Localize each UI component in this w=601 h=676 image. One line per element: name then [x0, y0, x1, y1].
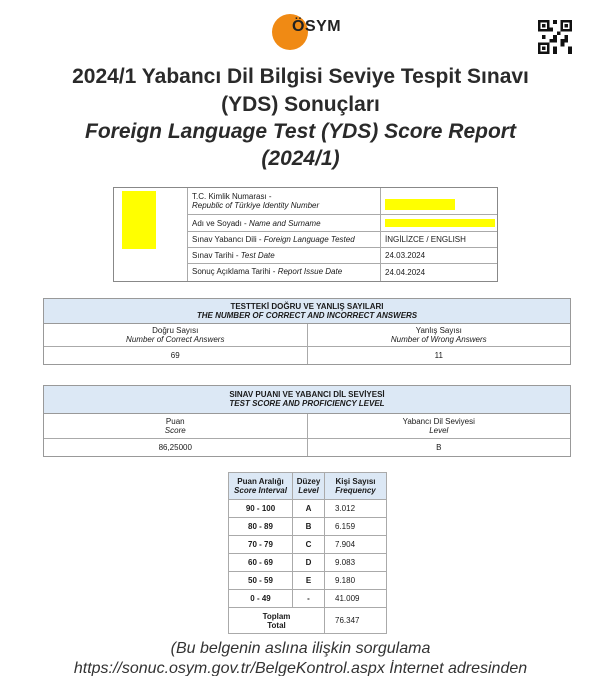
language-label: [192, 235, 380, 244]
language-value: İNGİLİZCE / ENGLISH: [380, 232, 497, 247]
candidate-row-test-date: [188, 248, 497, 264]
score-distribution-table: [228, 472, 387, 634]
correct-header-en: Number of Correct Answers: [126, 335, 225, 344]
title-en-line1: Foreign Language Test (YDS) Score Report: [85, 120, 516, 143]
dist-level-header-en: Level: [298, 486, 319, 495]
issue-date-label: [192, 267, 380, 276]
distribution-row: [229, 500, 387, 518]
score-head-en: TEST SCORE AND PROFICIENCY LEVEL: [229, 399, 385, 408]
level-cell: D: [293, 554, 325, 572]
frequency-cell: 9.083: [325, 554, 387, 572]
wrong-count: 11: [307, 347, 571, 364]
level-header: [293, 473, 325, 500]
test-date-label-en: Test Date: [240, 251, 275, 260]
id-label-tr: T.C. Kimlik Numarası -: [192, 192, 272, 201]
score-head-tr: SINAV PUANI VE YABANCI DİL SEVİYESİ: [229, 390, 385, 399]
frequency-header-tr: Kişi Sayısı: [335, 477, 376, 486]
name-label-en: Name and Surname: [248, 219, 321, 228]
issue-date-value: 24.04.2024: [380, 264, 497, 281]
candidate-row-name: [188, 215, 497, 232]
interval-header-tr: Puan Aralığı: [237, 477, 284, 486]
interval-cell: 70 - 79: [229, 536, 293, 554]
answers-values-row: [44, 347, 570, 364]
test-date-label: [192, 251, 380, 260]
answers-table: [43, 298, 571, 365]
title-tr-line2: (YDS) Sonuçları: [221, 93, 380, 116]
test-date-value: 24.03.2024: [380, 248, 497, 263]
photo-cell: [114, 188, 188, 281]
name-label: [192, 219, 380, 228]
id-label: [192, 192, 380, 210]
score-column-headers: [44, 414, 570, 439]
footer-line2[interactable]: https://sonuc.osym.gov.tr/BelgeKontrol.aspx İnternet adresinden: [73, 660, 528, 676]
distribution-row: [229, 572, 387, 590]
title-tr-line1: 2024/1 Yabancı Dil Bilgisi Seviye Tespit Sınavı: [72, 65, 529, 88]
level-cell: C: [293, 536, 325, 554]
name-value: [380, 215, 497, 231]
distribution-header-row: [229, 473, 387, 500]
frequency-cell: 41.009: [325, 590, 387, 608]
answers-column-headers: [44, 324, 570, 347]
frequency-cell: 7.904: [325, 536, 387, 554]
osym-logo: [272, 12, 372, 52]
score-values-row: [44, 439, 570, 456]
answers-table-header: [44, 299, 570, 324]
issue-date-label-tr: Sonuç Açıklama Tarihi -: [192, 267, 276, 276]
distribution-row: [229, 518, 387, 536]
score-column-header: [44, 414, 307, 438]
answers-head-en: THE NUMBER OF CORRECT AND INCORRECT ANSWERS: [196, 311, 418, 320]
level-cell: A: [293, 500, 325, 518]
frequency-header: [325, 473, 387, 500]
name-value-redacted: [385, 219, 495, 227]
candidate-row-language: [188, 232, 497, 248]
interval-cell: 50 - 59: [229, 572, 293, 590]
distribution-total-row: [229, 608, 387, 634]
language-label-tr: Sınav Yabancı Dili -: [192, 235, 262, 244]
score-header-en: Score: [164, 426, 186, 435]
wrong-header-tr: Yanlış Sayısı: [415, 326, 462, 335]
correct-header-tr: Doğru Sayısı: [152, 326, 199, 335]
dist-level-header-tr: Düzey: [296, 477, 321, 486]
total-label-cell: [229, 608, 325, 634]
candidate-row-issue-date: [188, 264, 497, 281]
wrong-header-en: Number of Wrong Answers: [390, 335, 487, 344]
interval-header-en: Score Interval: [234, 486, 287, 495]
interval-cell: 60 - 69: [229, 554, 293, 572]
logo-text: ÖSYM: [292, 18, 342, 35]
level-cell: E: [293, 572, 325, 590]
frequency-cell: 6.159: [325, 518, 387, 536]
interval-cell: 90 - 100: [229, 500, 293, 518]
level-cell: B: [293, 518, 325, 536]
issue-date-label-en: Report Issue Date: [277, 267, 343, 276]
frequency-cell: 9.180: [325, 572, 387, 590]
id-value: [380, 188, 497, 214]
distribution-row: [229, 536, 387, 554]
level-header-en: Level: [429, 426, 449, 435]
level-header-tr: Yabancı Dil Seviyesi: [402, 417, 475, 426]
test-date-label-tr: Sınav Tarihi -: [192, 251, 239, 260]
candidate-photo-redacted: [122, 191, 156, 249]
level-cell: -: [293, 590, 325, 608]
score-header-tr: Puan: [165, 417, 185, 426]
correct-column-header: [44, 324, 307, 346]
wrong-column-header: [307, 324, 571, 346]
title-en-line2: (2024/1): [261, 147, 340, 170]
answers-head-tr: TESTTEKİ DOĞRU VE YANLIŞ SAYILARI: [230, 302, 384, 311]
id-label-en: Republic of Türkiye Identity Number: [192, 201, 320, 210]
score-table-header: [44, 386, 570, 414]
distribution-row: [229, 590, 387, 608]
id-value-redacted: [385, 199, 455, 210]
level-column-header: [307, 414, 571, 438]
qr-code-icon[interactable]: [538, 20, 572, 54]
total-value-cell: 76.347: [325, 608, 387, 634]
total-label-tr: Toplam: [262, 611, 291, 621]
frequency-header-en: Frequency: [335, 486, 376, 495]
level-value: B: [307, 439, 571, 456]
total-label-en: Total: [267, 620, 286, 630]
correct-count: 69: [170, 351, 180, 360]
candidate-info-table: [113, 187, 498, 282]
name-label-tr: Adı ve Soyadı -: [192, 219, 247, 228]
frequency-cell: 3.012: [325, 500, 387, 518]
interval-header: [229, 473, 293, 500]
language-label-en: Foreign Language Tested: [263, 235, 355, 244]
score-table: [43, 385, 571, 457]
footer-line1: (Bu belgenin aslına ilişkin sorgulama: [170, 640, 431, 657]
score-value: 86,25000: [158, 443, 192, 452]
distribution-row: [229, 554, 387, 572]
candidate-row-id: [188, 188, 497, 215]
interval-cell: 80 - 89: [229, 518, 293, 536]
interval-cell: 0 - 49: [229, 590, 293, 608]
